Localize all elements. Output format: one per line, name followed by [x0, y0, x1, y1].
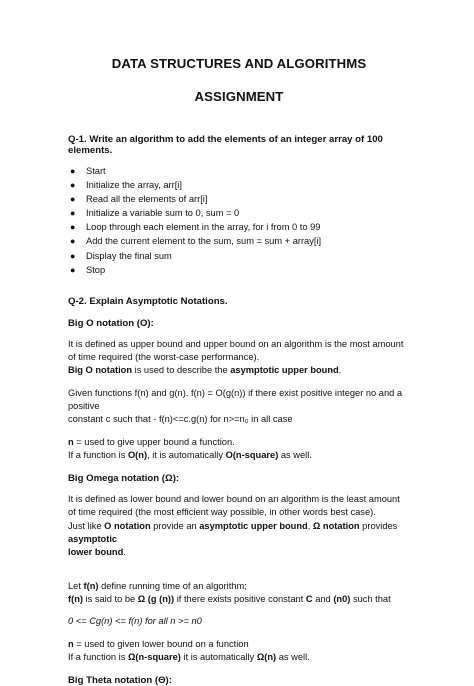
list-item: ● Initialize the array, arr[i] — [70, 178, 410, 192]
list-item: ● Start — [70, 164, 410, 178]
bullet-icon: ● — [70, 166, 76, 176]
list-item: ● Loop through each element in the array, for i from 0 to 99 — [70, 220, 410, 234]
big-o-if-note: If a function is O(n), it is automatically O(n-square) as well. — [68, 449, 312, 460]
bullet-icon: ● — [70, 250, 76, 261]
big-o-heading: Big O notation (O): — [68, 317, 154, 329]
big-o-usage: Big O notation is used to describe the asymptotic upper bound. — [68, 365, 342, 376]
list-item: ● Display the final sum — [70, 249, 410, 263]
bullet-icon: ● — [70, 264, 76, 275]
big-theta-heading: Big Theta notation (Θ): — [68, 675, 172, 686]
big-omega-n-note: n = used to given lower bound on a function — [68, 638, 249, 649]
algorithm-steps-list — [70, 164, 410, 277]
question-2-heading: Q-2. Explain Asymptotic Notations. — [68, 295, 228, 307]
big-o-definition: It is defined as upper bound and upper bound on an algorithm is the most amount of time required (the worst-case performance). — [68, 338, 404, 363]
bullet-icon: ● — [70, 180, 76, 191]
document-title: DATA STRUCTURES AND ALGORITHMS — [111, 56, 367, 71]
big-omega-heading: Big Omega notation (Ω): — [68, 473, 180, 485]
list-item: ● Initialize a variable sum to 0, sum = 0 — [70, 206, 410, 220]
big-omega-comparison: Just like O notation provide an asymptotic upper bound, Ω notation provides asymptotic lower bound. — [68, 520, 398, 558]
big-omega-let-line: Let f(n) define running time of an algorithm; — [68, 580, 247, 591]
big-o-n-note: n = used to give upper bound a function. — [68, 436, 235, 447]
big-omega-inequality: 0 <= Cg(n) <= f(n) for all n >= n0 — [68, 616, 202, 627]
big-omega-definition: It is defined as lower bound and lower bound on an algorithm is the least amount of time required (the most efficient way possible, in other words best case). — [68, 494, 400, 518]
bullet-icon: ● — [70, 222, 76, 233]
bullet-icon: ● — [70, 236, 76, 247]
question-1-heading: Q-1. Write an algorithm to add the elements of an integer array of 100 elements. — [68, 134, 383, 156]
big-o-given-line-1: Given functions f(n) and g(n). f(n) = O(g(n)) if there exist positive integer no and a positive — [68, 387, 403, 411]
big-omega-if-note: If a function is Ω(n-square) it is automatically Ω(n) as well. — [68, 651, 310, 662]
list-item: ● Stop — [70, 263, 410, 277]
document-subtitle: ASSIGNMENT — [194, 89, 284, 104]
bullet-icon: ● — [70, 208, 76, 219]
bullet-icon: ● — [70, 194, 76, 205]
big-omega-said-line: f(n) is said to be Ω (g (n)) if there exists positive constant C and (n0) such that — [68, 593, 391, 604]
big-o-given-line-2: constant c such that - f(n)<=c.g(n) for n>=n₀ in all case — [68, 414, 293, 425]
list-item: ● Add the current element to the sum, sum = sum + array[i] — [70, 234, 410, 248]
list-item: ● Read all the elements of arr[i] — [70, 192, 410, 206]
